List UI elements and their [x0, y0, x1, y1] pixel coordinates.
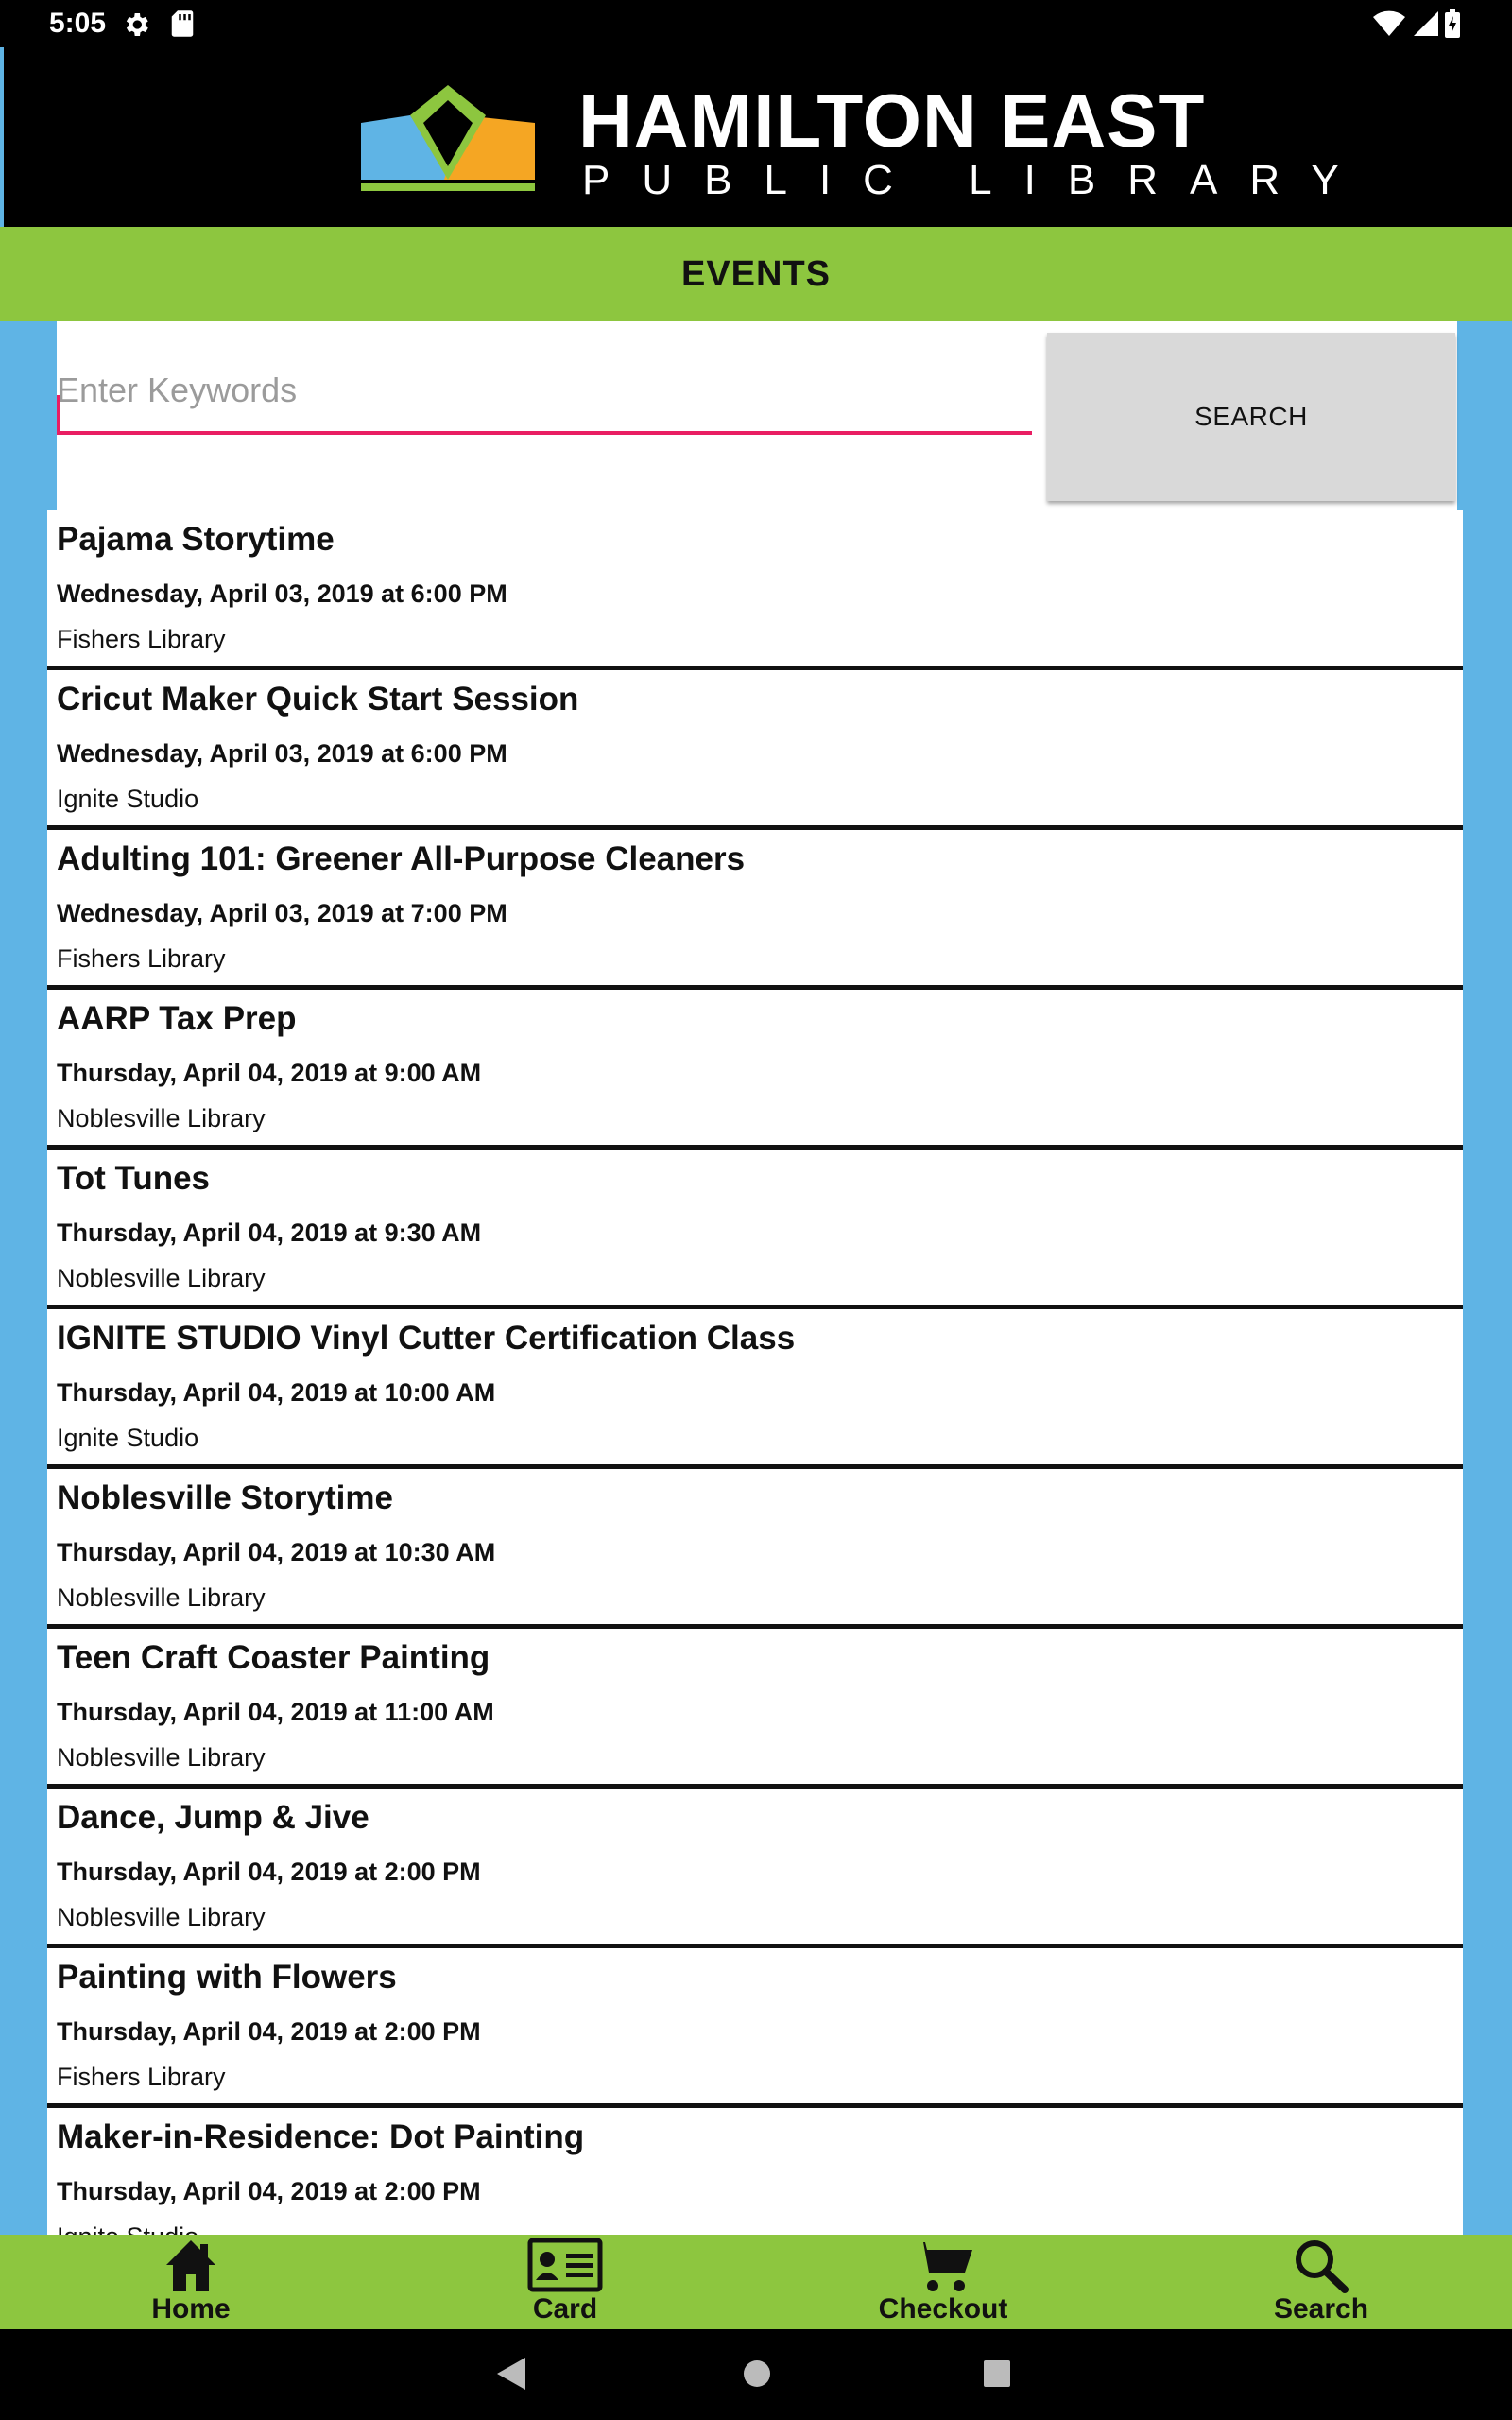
event-title: IGNITE STUDIO Vinyl Cutter Certification Class: [57, 1320, 796, 1357]
nav-label-home: Home: [151, 2293, 231, 2325]
event-location: Fishers Library: [57, 2063, 226, 2091]
event-date: Thursday, April 04, 2019 at 2:00 PM: [57, 1858, 481, 1886]
event-item[interactable]: [47, 1948, 1463, 2108]
event-item[interactable]: [47, 1789, 1463, 1948]
search-panel: [57, 321, 1457, 510]
home-icon: [164, 2238, 217, 2293]
event-title: Teen Craft Coaster Painting: [57, 1639, 490, 1676]
logo-subtitle: PUBLIC LIBRARY: [582, 157, 1371, 203]
event-item[interactable]: [47, 670, 1463, 830]
search-button[interactable]: SEARCH: [1047, 333, 1455, 501]
event-date: Wednesday, April 03, 2019 at 7:00 PM: [57, 899, 507, 927]
status-time: 5:05: [49, 8, 107, 39]
nav-checkout[interactable]: [849, 2235, 1038, 2329]
event-date: Thursday, April 04, 2019 at 2:00 PM: [57, 2017, 481, 2046]
event-title: AARP Tax Prep: [57, 1000, 297, 1037]
event-location: Fishers Library: [57, 944, 226, 973]
nav-label-search: Search: [1273, 2293, 1369, 2325]
battery-icon: [1444, 9, 1461, 38]
app-header: [0, 47, 1512, 227]
event-title: Adulting 101: Greener All-Purpose Cleaners: [57, 840, 746, 877]
event-title: Tot Tunes: [57, 1160, 211, 1197]
cell-signal-icon: [1410, 9, 1440, 38]
logo-title: HAMILTON EAST: [578, 78, 1206, 163]
search-input[interactable]: [57, 350, 1032, 435]
recents-icon[interactable]: [981, 2356, 1013, 2392]
page-title: EVENTS: [680, 254, 832, 294]
event-location: Noblesville Library: [57, 1903, 266, 1931]
nav-home[interactable]: [96, 2235, 285, 2329]
event-item[interactable]: [47, 1629, 1463, 1789]
wifi-icon: [1372, 9, 1406, 38]
settings-icon: [121, 9, 151, 40]
event-title: Painting with Flowers: [57, 1959, 397, 1996]
nav-card[interactable]: [471, 2235, 660, 2329]
sd-card-icon: [170, 9, 195, 38]
event-location: Noblesville Library: [57, 1104, 266, 1132]
event-location: Ignite Studio: [57, 1424, 199, 1452]
search-icon: [1292, 2238, 1350, 2293]
event-location: Fishers Library: [57, 625, 226, 653]
event-item[interactable]: [47, 830, 1463, 990]
event-title: Cricut Maker Quick Start Session: [57, 681, 579, 717]
event-date: Thursday, April 04, 2019 at 9:00 AM: [57, 1059, 482, 1087]
event-location: Noblesville Library: [57, 1264, 266, 1292]
event-list[interactable]: [47, 510, 1463, 2268]
event-item[interactable]: [47, 1469, 1463, 1629]
event-date: Wednesday, April 03, 2019 at 6:00 PM: [57, 739, 507, 768]
event-item[interactable]: [47, 1309, 1463, 1469]
card-icon: [528, 2238, 602, 2291]
nav-label-card: Card: [532, 2293, 598, 2325]
event-location: Noblesville Library: [57, 1743, 266, 1772]
event-location: Ignite Studio: [57, 785, 199, 813]
event-location: Noblesville Library: [57, 1583, 266, 1612]
back-icon[interactable]: [495, 2356, 527, 2392]
nav-label-checkout: Checkout: [878, 2293, 1008, 2325]
event-date: Wednesday, April 03, 2019 at 6:00 PM: [57, 579, 507, 608]
cart-icon: [912, 2238, 974, 2293]
event-title: Pajama Storytime: [57, 521, 335, 558]
text-cursor: [57, 395, 60, 435]
event-date: Thursday, April 04, 2019 at 10:00 AM: [57, 1378, 496, 1407]
nav-search[interactable]: [1227, 2235, 1416, 2329]
event-item[interactable]: [47, 990, 1463, 1150]
event-date: Thursday, April 04, 2019 at 9:30 AM: [57, 1219, 482, 1247]
event-date: Thursday, April 04, 2019 at 11:00 AM: [57, 1698, 494, 1726]
event-date: Thursday, April 04, 2019 at 10:30 AM: [57, 1538, 496, 1566]
status-bar: [0, 0, 1512, 47]
event-title: Noblesville Storytime: [57, 1479, 393, 1516]
system-nav-bar: [0, 2329, 1512, 2420]
event-item[interactable]: [47, 1150, 1463, 1309]
library-logo-icon: [361, 85, 535, 197]
main-content: [0, 321, 1512, 2235]
bottom-nav: [0, 2235, 1512, 2329]
event-date: Thursday, April 04, 2019 at 2:00 PM: [57, 2177, 481, 2205]
event-title: Dance, Jump & Jive: [57, 1799, 369, 1836]
home-circle-icon[interactable]: [741, 2356, 773, 2392]
title-bar: [0, 227, 1512, 321]
event-title: Maker-in-Residence: Dot Painting: [57, 2118, 585, 2155]
event-item[interactable]: [47, 510, 1463, 670]
